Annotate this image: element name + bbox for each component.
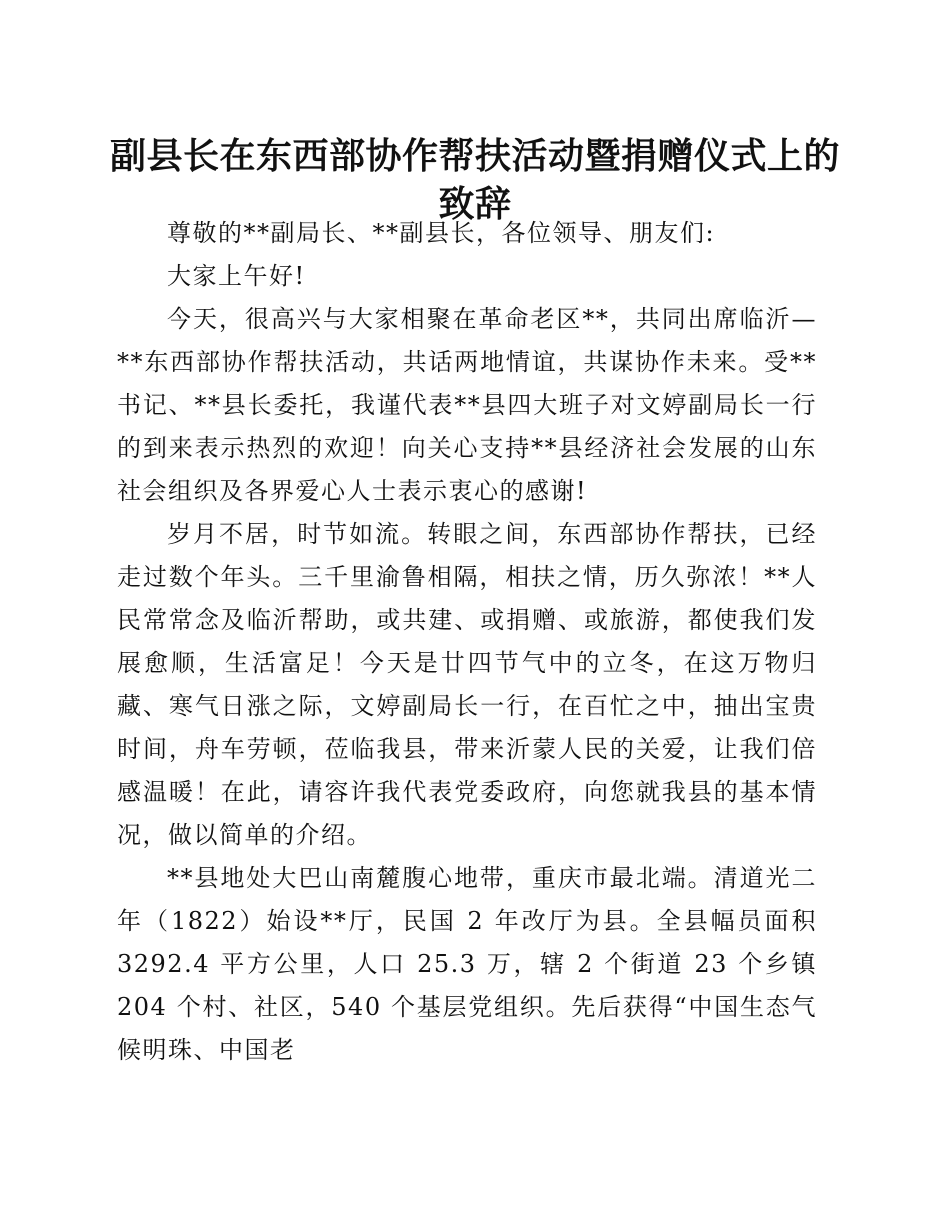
title-line-2: 致辞: [438, 183, 512, 225]
greeting-paragraph: 大家上午好!: [167, 262, 306, 290]
title-line-1: 副县长在东西部协作帮扶活动暨捐赠仪式上的: [109, 135, 840, 177]
salutation-paragraph: 尊敬的**副局长、**副县长，各位领导、朋友们:: [167, 219, 716, 247]
cooperation-paragraph: 岁月不居，时节如流。转眼之间，东西部协作帮扶，已经走过数个年头。三千里渝鲁相隔，相扶之情，历久弥浓！**人民常常念及临沂帮助，或共建、或捐赠、或旅游，都使我们发展愈顺，生活富足！今天是廿四节气中的立冬，在这万物归藏、寒气日涨之际，文婷副局长一行，在百忙之中，抽出宝贵时间，舟车劳顿，莅临我县，带来沂蒙人民的关爱，让我们倍感温暖！在此，请容许我代表党委政府，向您就我县的基本情况，做以简单的介绍。: [117, 520, 817, 849]
welcome-paragraph: 今天，很高兴与大家相聚在革命老区**，共同出席临沂—**东西部协作帮扶活动，共话两地情谊，共谋协作未来。受**书记、**县长委托，我谨代表**县四大班子对文婷副局长一行的到来表示热烈的欢迎！向关心支持**县经济社会发展的山东社会组织及各界爱心人士表示衷心的感谢!: [117, 305, 817, 505]
document-body: [117, 212, 817, 1072]
county-intro-paragraph: **县地处大巴山南麓腹心地带，重庆市最北端。清道光二年（1822）始设**厅，民国 2 年改厅为县。全县幅员面积 3292.4 平方公里，人口 25.3 万，辖 2 个街道 23 个乡镇 204 个村、社区，540 个基层党组织。先后获得“中国生态气候明珠、中国老: [117, 864, 817, 1064]
